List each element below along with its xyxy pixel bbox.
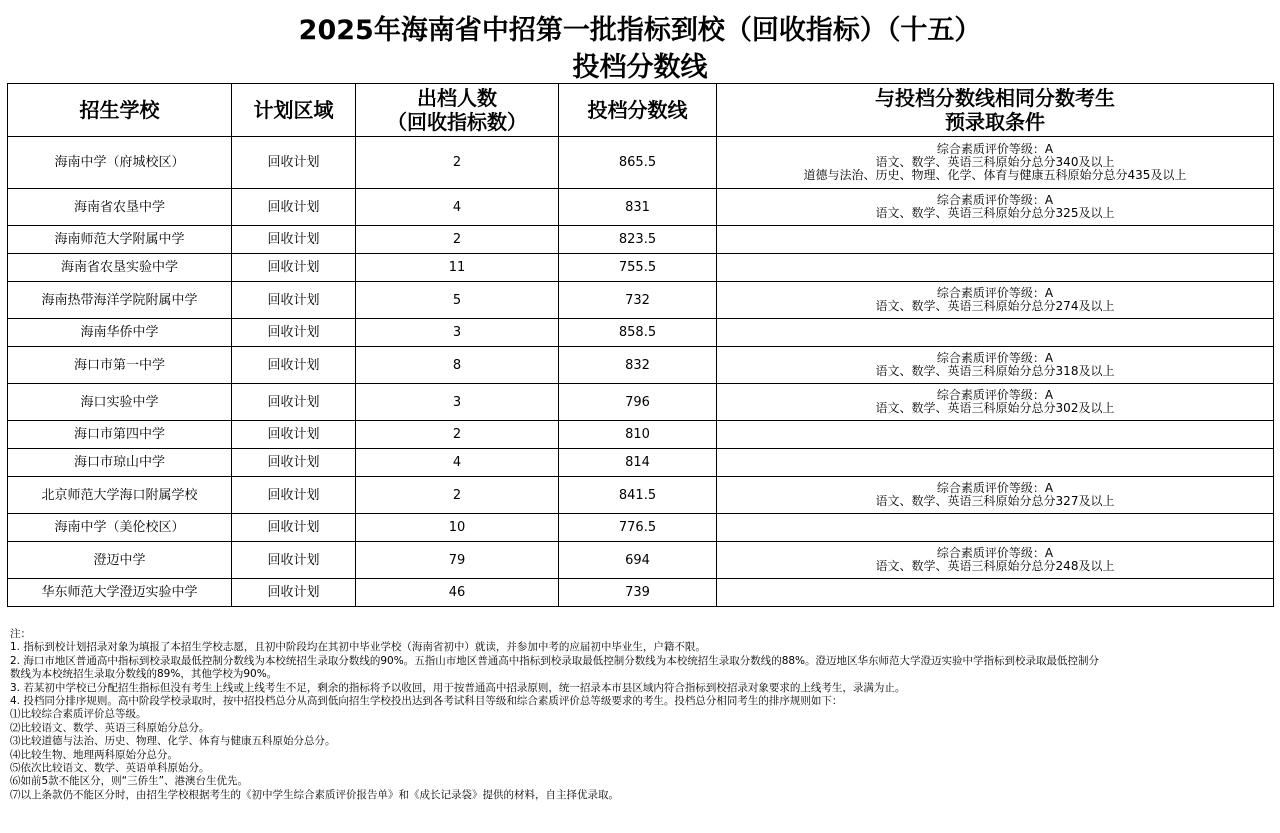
count-cell: 8 [356, 347, 559, 384]
score-cell: 832 [559, 347, 717, 384]
score-cell: 776.5 [559, 514, 717, 542]
area-cell: 回收计划 [232, 449, 356, 477]
table-row [8, 137, 1274, 189]
notes-section [10, 628, 1272, 802]
note-line: ⑷比较生物、地理两科原始分总分。 [10, 748, 178, 761]
conditions-cell [717, 449, 1274, 477]
condition-line: 综合素质评价等级：A [936, 286, 1054, 300]
table-row [8, 477, 1274, 514]
area-cell: 回收计划 [232, 137, 356, 189]
conditions-cell [717, 347, 1274, 384]
table-row [8, 226, 1274, 254]
conditions-cell [717, 477, 1274, 514]
notes-heading: 注： [10, 628, 31, 640]
school-cell: 海口市第四中学 [8, 421, 232, 449]
area-cell: 回收计划 [232, 347, 356, 384]
count-cell: 3 [356, 384, 559, 421]
table-row [8, 384, 1274, 421]
school-cell: 澄迈中学 [8, 542, 232, 579]
table-row [8, 319, 1274, 347]
score-cell: 694 [559, 542, 717, 579]
conditions-cell [717, 579, 1274, 607]
school-cell: 北京师范大学海口附属学校 [8, 477, 232, 514]
area-cell: 回收计划 [232, 254, 356, 282]
score-cell: 858.5 [559, 319, 717, 347]
area-cell: 回收计划 [232, 319, 356, 347]
condition-line: 语文、数学、英语三科原始分总分340及以上 [875, 155, 1115, 169]
school-cell: 华东师范大学澄迈实验中学 [8, 579, 232, 607]
count-cell: 2 [356, 226, 559, 254]
table-row [8, 514, 1274, 542]
count-cell: 5 [356, 282, 559, 319]
count-cell: 11 [356, 254, 559, 282]
school-cell: 海南师范大学附属中学 [8, 226, 232, 254]
school-cell: 海口市第一中学 [8, 347, 232, 384]
count-cell: 2 [356, 421, 559, 449]
conditions-cell [717, 226, 1274, 254]
condition-line: 语文、数学、英语三科原始分总分318及以上 [875, 364, 1115, 378]
school-cell: 海南热带海洋学院附属中学 [8, 282, 232, 319]
conditions-cell [717, 542, 1274, 579]
school-cell: 海南中学（府城校区） [8, 137, 232, 189]
note-line: ⑴比较综合素质评价总等级。 [10, 708, 147, 721]
condition-line: 综合素质评价等级：A [936, 546, 1054, 560]
condition-line: 综合素质评价等级：A [936, 481, 1054, 495]
note-line: ⑺以上条款仍不能区分时，由招生学校根据考生的《初中学生综合素质评价报告单》和《成长记录袋》提供的材料，自主择优录取。 [10, 788, 619, 801]
table-row [8, 282, 1274, 319]
table-row [8, 189, 1274, 226]
area-cell: 回收计划 [232, 514, 356, 542]
note-line: ⑹如前5款不能区分，则“三侨生”、港澳台生优先。 [10, 775, 249, 788]
conditions-cell [717, 282, 1274, 319]
score-cell: 814 [559, 449, 717, 477]
header-count-line2: （回收指标数） [387, 110, 527, 134]
conditions-cell [717, 514, 1274, 542]
conditions-cell [717, 189, 1274, 226]
count-cell: 4 [356, 449, 559, 477]
score-cell: 865.5 [559, 137, 717, 189]
count-cell: 4 [356, 189, 559, 226]
score-table [7, 83, 1274, 607]
area-cell: 回收计划 [232, 421, 356, 449]
table-row [8, 542, 1274, 579]
score-cell: 739 [559, 579, 717, 607]
conditions-cell [717, 137, 1274, 189]
condition-line: 综合素质评价等级：A [936, 193, 1054, 207]
condition-line: 语文、数学、英语三科原始分总分327及以上 [875, 494, 1115, 508]
note-line: ⑵比较语文、数学、英语三科原始分总分。 [10, 721, 210, 734]
note-line: 3. 若某初中学校已分配招生指标但没有考生上线或上线考生不足，剩余的指标将予以收回，用于按普通高中招录原则，统一招录本市县区域内符合指标到校招录对象要求的上线考生，录满为止。 [10, 681, 906, 694]
header-count [356, 84, 559, 137]
header-area: 计划区域 [232, 84, 356, 137]
condition-line: 综合素质评价等级：A [936, 142, 1054, 156]
score-cell: 841.5 [559, 477, 717, 514]
page-subtitle: 投档分数线 [572, 52, 708, 83]
score-cell: 810 [559, 421, 717, 449]
count-cell: 10 [356, 514, 559, 542]
note-line: 数线为本校统招生录取分数线的89%，其他学校为90%。 [10, 668, 278, 681]
header-conditions-line2: 预录取条件 [945, 110, 1045, 134]
count-cell: 2 [356, 137, 559, 189]
conditions-cell [717, 421, 1274, 449]
school-cell: 海南省农垦中学 [8, 189, 232, 226]
count-cell: 79 [356, 542, 559, 579]
table-row [8, 254, 1274, 282]
area-cell: 回收计划 [232, 384, 356, 421]
condition-line: 语文、数学、英语三科原始分总分325及以上 [875, 206, 1115, 220]
conditions-cell [717, 254, 1274, 282]
condition-line: 综合素质评价等级：A [936, 351, 1054, 365]
count-cell: 2 [356, 477, 559, 514]
condition-line: 语文、数学、英语三科原始分总分274及以上 [875, 299, 1115, 313]
area-cell: 回收计划 [232, 226, 356, 254]
table-body [8, 137, 1274, 607]
area-cell: 回收计划 [232, 542, 356, 579]
school-cell: 海南省农垦实验中学 [8, 254, 232, 282]
condition-line: 语文、数学、英语三科原始分总分248及以上 [875, 559, 1115, 573]
school-cell: 海南中学（美伦校区） [8, 514, 232, 542]
count-cell: 3 [356, 319, 559, 347]
table-row [8, 579, 1274, 607]
count-cell: 46 [356, 579, 559, 607]
score-cell: 732 [559, 282, 717, 319]
school-cell: 海口市琼山中学 [8, 449, 232, 477]
table-row [8, 347, 1274, 384]
table-row [8, 421, 1274, 449]
note-line: 2. 海口市地区普通高中指标到校录取最低控制分数线为本校统招生录取分数线的90%。五指山市地区普通高中指标到校录取最低控制分数线为本校统招生录取分数线的88%。澄迈地区华东师范大学澄迈实验中学指标到校录取最低控制分 [10, 654, 1100, 667]
note-line: 1. 指标到校计划招录对象为填报了本招生学校志愿，且初中阶段均在其初中毕业学校（海南省初中）就读，并参加中考的应届初中毕业生，户籍不限。 [10, 641, 706, 654]
score-cell: 823.5 [559, 226, 717, 254]
header-score: 投档分数线 [559, 84, 717, 137]
score-cell: 831 [559, 189, 717, 226]
table-header-row [8, 84, 1274, 137]
conditions-cell [717, 384, 1274, 421]
condition-line: 语文、数学、英语三科原始分总分302及以上 [875, 401, 1115, 415]
table-row [8, 449, 1274, 477]
condition-line: 综合素质评价等级：A [936, 388, 1054, 402]
header-school: 招生学校 [8, 84, 232, 137]
note-line: 4. 投档同分排序规则。高中阶段学校录取时，按中招投档总分从高到低向招生学校投出达到各考试科目等级和综合素质评价总等级要求的考生。投档总分相同考生的排序规则如下： [10, 695, 843, 708]
note-line: ⑸依次比较语文、数学、英语单科原始分。 [10, 762, 210, 775]
score-cell: 755.5 [559, 254, 717, 282]
school-cell: 海南华侨中学 [8, 319, 232, 347]
header-count-line1: 出档人数 [417, 86, 497, 110]
area-cell: 回收计划 [232, 189, 356, 226]
header-conditions-line1: 与投档分数线相同分数考生 [875, 86, 1115, 110]
note-line: ⑶比较道德与法治、历史、物理、化学、体育与健康五科原始分总分。 [10, 735, 336, 748]
area-cell: 回收计划 [232, 477, 356, 514]
area-cell: 回收计划 [232, 282, 356, 319]
page-title: 2025年海南省中招第一批指标到校（回收指标）（十五） [298, 15, 982, 46]
area-cell: 回收计划 [232, 579, 356, 607]
school-cell: 海口实验中学 [8, 384, 232, 421]
conditions-cell [717, 319, 1274, 347]
score-cell: 796 [559, 384, 717, 421]
condition-line: 道德与法治、历史、物理、化学、体育与健康五科原始分总分435及以上 [803, 168, 1187, 182]
header-conditions [717, 84, 1274, 137]
